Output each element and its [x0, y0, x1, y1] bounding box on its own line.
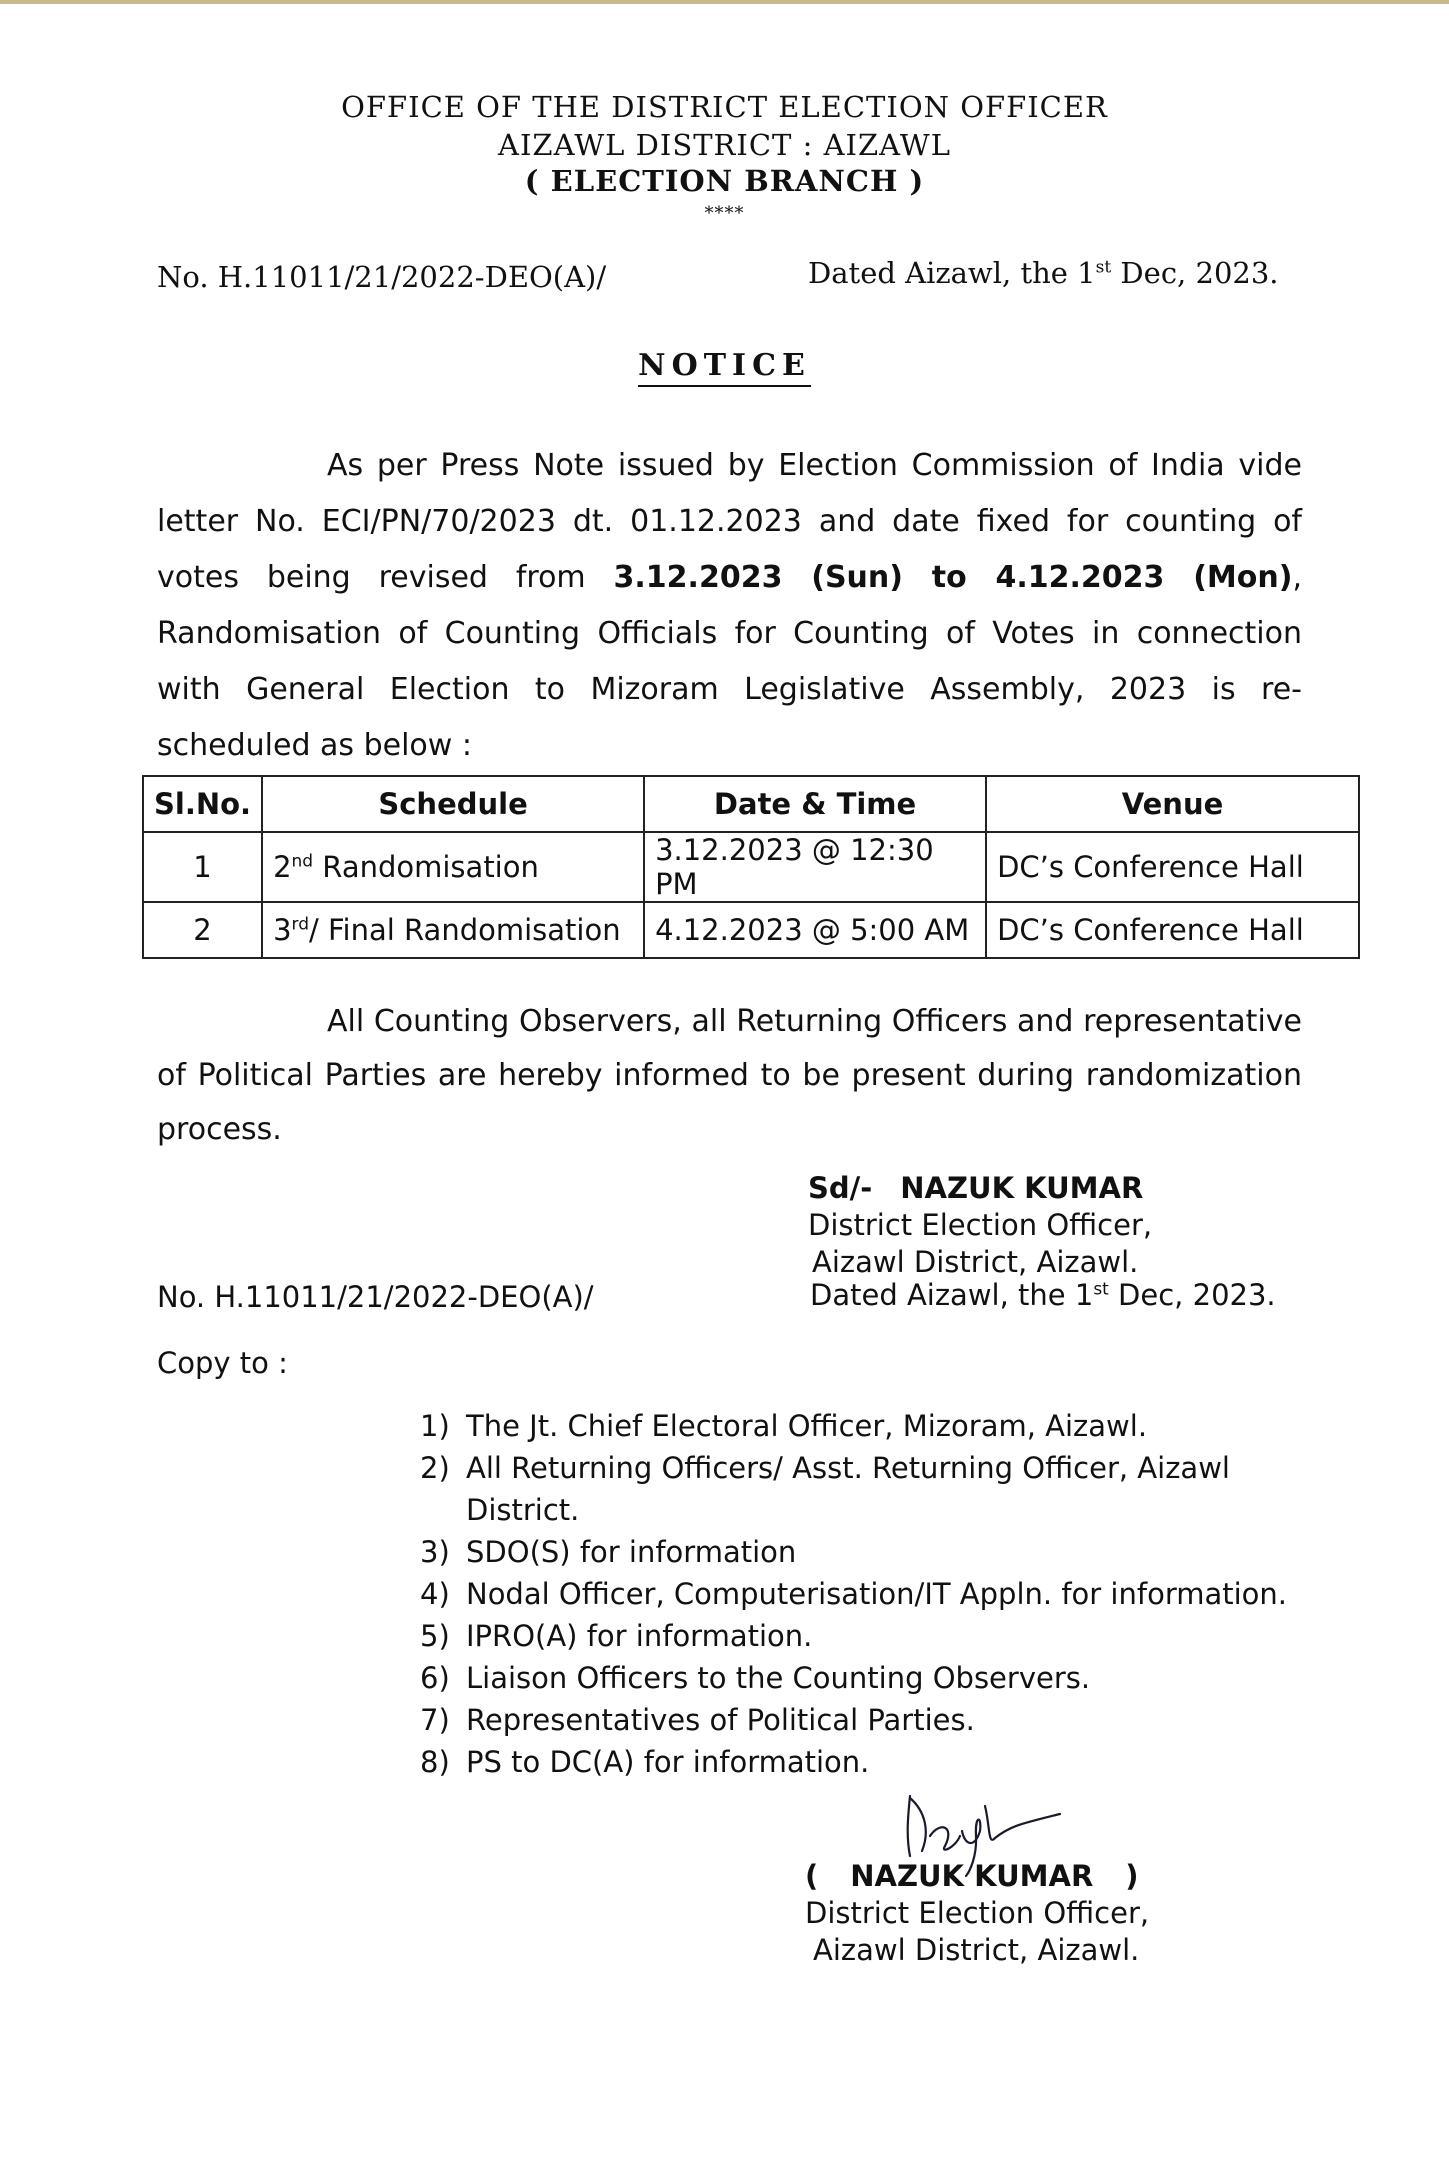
new-counting-date: 4.12.2023 (Mon) [995, 560, 1293, 595]
list-item [420, 1531, 1320, 1573]
cell-venue: DC’s Conference Hall [986, 902, 1359, 958]
paragraph-1-text: As per Press Note issued by Election Commission of India vide letter No. ECI/PN/70/2023 dt. 01.12.2023 and date fixed for counting of votes being revised from [157, 448, 1302, 595]
notice-paragraph-1 [157, 438, 1302, 774]
list-item [420, 1657, 1320, 1699]
signatory-name-2: NAZUK KUMAR [850, 1859, 1094, 1893]
cell-slno: 1 [143, 832, 262, 902]
reference-date-2-text: Dated Aizawl, the 1 [810, 1278, 1094, 1312]
signatory-name-line [805, 1858, 1149, 1895]
list-item [420, 1699, 1320, 1741]
schedule-text: / Final Randomisation [309, 913, 621, 947]
cell-venue: DC’s Conference Hall [986, 832, 1359, 902]
signature-block-2 [805, 1858, 1149, 1969]
reference-date-sup: st [1095, 257, 1112, 278]
paragraph-2-text: All Counting Observers, all Returning Officers and representative of Political Parties are hereby informed to be present during randomization process. [157, 1004, 1302, 1147]
table-header-row [143, 776, 1359, 832]
item-number: 2) [420, 1451, 450, 1485]
signed-line [808, 1170, 1152, 1207]
bracket-open: ( [805, 1859, 819, 1893]
reference-date [808, 256, 1279, 290]
schedule-text: Randomisation [313, 850, 539, 884]
reference-number-2: No. H.11011/21/2022-DEO(A)/ [157, 1280, 594, 1314]
item-text: IPRO(A) for information. [466, 1619, 813, 1653]
office-title: OFFICE OF THE DISTRICT ELECTION OFFICER [341, 90, 1108, 124]
notice-title-text: NOTICE [638, 348, 811, 387]
list-item [420, 1741, 1320, 1783]
col-header-venue: Venue [986, 776, 1359, 832]
signatory-place: Aizawl District, Aizawl. [812, 1245, 1139, 1279]
reference-date-end: Dec, 2023. [1111, 256, 1279, 290]
paragraph-1-to: to [902, 560, 996, 595]
bracket-close: ) [1125, 1859, 1139, 1893]
item-number: 6) [420, 1661, 450, 1695]
copy-to-label: Copy to : [157, 1346, 288, 1380]
list-item [420, 1573, 1320, 1615]
sd-label: Sd/- [808, 1171, 873, 1205]
item-number: 3) [420, 1535, 450, 1569]
ordinal-sup: rd [291, 914, 309, 935]
item-text: Representatives of Political Parties. [466, 1703, 975, 1737]
branch-title: ( ELECTION BRANCH ) [524, 164, 925, 198]
table-row [143, 902, 1359, 958]
cell-datetime: 4.12.2023 @ 5:00 AM [644, 902, 986, 958]
reference-date-2 [810, 1278, 1276, 1312]
header-stars: **** [704, 203, 745, 224]
col-header-datetime: Date & Time [644, 776, 986, 832]
ordinal-sup: nd [291, 851, 314, 872]
item-text: Liaison Officers to the Counting Observers. [466, 1661, 1091, 1695]
item-text: The Jt. Chief Electoral Officer, Mizoram, Aizawl. [466, 1409, 1148, 1443]
signature-block-1 [808, 1170, 1152, 1281]
list-item [420, 1615, 1320, 1657]
item-text: PS to DC(A) for information. [466, 1745, 870, 1779]
item-number: 4) [420, 1577, 450, 1611]
notice-paragraph-2 [157, 995, 1302, 1157]
list-item [420, 1405, 1320, 1447]
signatory-place-2: Aizawl District, Aizawl. [813, 1933, 1140, 1967]
old-counting-date: 3.12.2023 (Sun) [613, 560, 903, 595]
reference-date-text: Dated Aizawl, the 1 [808, 256, 1096, 290]
ordinal: 3 [273, 913, 292, 947]
reference-date-2-end: Dec, 2023. [1108, 1278, 1276, 1312]
col-header-slno: Sl.No. [143, 776, 262, 832]
notice-title [0, 348, 1449, 383]
cell-datetime: 3.12.2023 @ 12:30 PM [644, 832, 986, 902]
schedule-table [142, 775, 1360, 959]
item-number: 1) [420, 1409, 450, 1443]
table-row [143, 832, 1359, 902]
item-text: Nodal Officer, Computerisation/IT Appln. for information. [466, 1577, 1288, 1611]
cell-schedule [262, 832, 644, 902]
copy-to-list [420, 1405, 1320, 1783]
item-number: 8) [420, 1745, 450, 1779]
signatory-designation-2: District Election Officer, [805, 1896, 1150, 1930]
signatory-designation: District Election Officer, [808, 1208, 1153, 1242]
cell-schedule [262, 902, 644, 958]
item-number: 7) [420, 1703, 450, 1737]
reference-number: No. H.11011/21/2022-DEO(A)/ [157, 260, 607, 294]
paragraph-1-rest: , Randomisation of Counting Officials for Counting of Votes in connection with General Election to Mizoram Legislative Assembly, 2023 is re-scheduled as below : [157, 560, 1303, 763]
district-title: AIZAWL DISTRICT : AIZAWL [498, 128, 951, 162]
list-item [420, 1447, 1320, 1531]
top-edge [0, 0, 1449, 4]
item-number: 5) [420, 1619, 450, 1653]
signatory-name: NAZUK KUMAR [900, 1171, 1144, 1205]
ordinal: 2 [273, 850, 292, 884]
item-text: All Returning Officers/ Asst. Returning Officer, Aizawl District. [466, 1451, 1230, 1527]
reference-date-2-sup: st [1093, 1279, 1109, 1300]
cell-slno: 2 [143, 902, 262, 958]
col-header-schedule: Schedule [262, 776, 644, 832]
item-text: SDO(S) for information [466, 1535, 797, 1569]
